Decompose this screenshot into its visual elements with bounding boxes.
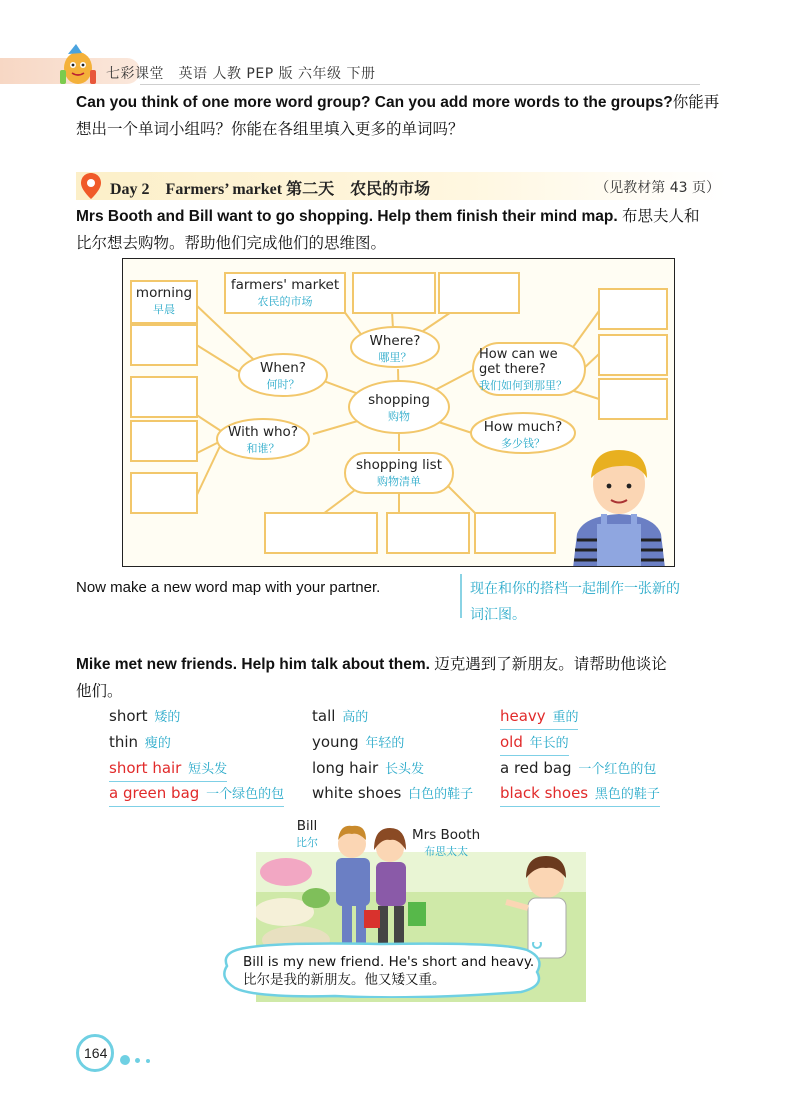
task1-line1-cn: 布思夫人和 — [621, 207, 700, 225]
word-zh: 短头发 — [188, 762, 228, 777]
node-shopping-en: shopping — [368, 392, 430, 408]
partner-instruction-cn — [470, 575, 730, 627]
node-morning — [131, 285, 197, 317]
day-title: Day 2 Farmers’ market 第二天 农民的市场 — [110, 181, 431, 198]
node-morning-zh: 早晨 — [153, 303, 175, 316]
word-item — [500, 732, 569, 756]
bubble-cn: 比尔是我的新朋友。他又矮又重。 — [243, 972, 446, 988]
mrs-booth-label — [412, 827, 480, 859]
word-en: short hair — [109, 759, 182, 777]
bill-label — [296, 818, 318, 850]
mascot-icon — [56, 40, 102, 88]
node-morning-en: morning — [135, 285, 193, 301]
node-with-who-zh: 和谁？ — [246, 442, 280, 455]
node-farmers-market-zh: 农民的市场 — [257, 295, 313, 308]
word-item — [500, 758, 656, 782]
word-en: short — [109, 707, 148, 725]
page-number: 164 — [84, 1045, 108, 1061]
word-item — [109, 758, 227, 782]
speech-bubble-text — [243, 953, 534, 989]
task2-line1-cn: 迈克遇到了新朋友。请帮助他谈论 — [434, 655, 667, 673]
word-item — [500, 706, 578, 730]
node-how-get-there-zh: 我们如何到那里？ — [479, 379, 567, 392]
node-shopping-zh: 购物 — [388, 410, 410, 423]
mind-map — [122, 258, 675, 567]
word-en: tall — [312, 707, 336, 725]
mrs-booth-label-en: Mrs Booth — [412, 827, 481, 843]
word-zh: 年长的 — [529, 736, 569, 751]
word-item — [500, 783, 660, 807]
node-shopping-list — [345, 457, 453, 489]
bill-label-zh: 比尔 — [296, 836, 318, 849]
word-zh: 矮的 — [154, 710, 181, 725]
word-zh: 长头发 — [384, 762, 424, 777]
task2-line1-en: Mike met new friends. Help him talk about them. — [76, 656, 430, 673]
partner-divider — [460, 574, 462, 618]
node-how-much-en: How much? — [483, 419, 563, 435]
word-item — [312, 783, 473, 807]
node-how-much — [473, 419, 573, 451]
node-with-who — [217, 424, 309, 456]
word-zh: 一个绿色的包 — [206, 787, 285, 802]
word-item — [312, 732, 404, 756]
intro-line1-cn: 你能再 — [672, 93, 720, 111]
word-en: old — [500, 733, 523, 751]
task2-line2-cn: 他们。 — [76, 682, 123, 700]
word-en: heavy — [500, 707, 546, 725]
partner-instruction-en: Now make a new word map with your partner. — [76, 579, 381, 596]
node-where-zh: 哪里？ — [378, 351, 412, 364]
intro-line2-cn: 想出一个单词小组吗？你能在各组里填入更多的单词吗？ — [76, 120, 464, 138]
intro-line1-en: Can you think of one more word group? Can you add more words to the groups? — [76, 94, 673, 111]
task2-paragraph — [76, 651, 736, 705]
bill-label-en: Bill — [296, 818, 318, 834]
node-when-en: When? — [260, 360, 306, 376]
node-how-much-zh: 多少钱？ — [501, 437, 545, 450]
word-en: thin — [109, 733, 139, 751]
node-shopping — [349, 392, 449, 424]
word-en: long hair — [312, 759, 379, 777]
decor-dot-large — [120, 1055, 130, 1065]
node-where — [351, 333, 439, 365]
word-en: a green bag — [109, 784, 200, 802]
header-divider — [140, 84, 700, 85]
word-item — [109, 706, 180, 730]
word-en: black shoes — [500, 784, 589, 802]
decor-dot-medium — [135, 1058, 140, 1063]
node-how-get-there-en: How can we get there? — [479, 347, 558, 377]
node-when — [239, 360, 327, 392]
word-item — [312, 758, 424, 782]
node-how-get-there — [475, 347, 587, 393]
word-item — [109, 783, 284, 807]
word-zh: 重的 — [552, 710, 579, 725]
word-zh: 白色的鞋子 — [408, 787, 474, 802]
node-with-who-en: With who? — [228, 424, 298, 440]
location-pin-icon — [80, 172, 102, 200]
node-farmers-market — [225, 277, 345, 309]
book-header: 七彩课堂 英语 人教 PEP 版 六年级 下册 — [106, 66, 376, 82]
bubble-en: Bill is my new friend. He's short and heavy. — [243, 954, 535, 970]
word-en: young — [312, 733, 359, 751]
word-en: a red bag — [500, 759, 572, 777]
intro-paragraph — [76, 89, 736, 143]
word-item — [312, 706, 368, 730]
word-en: white shoes — [312, 784, 402, 802]
word-zh: 年轻的 — [365, 736, 405, 751]
textbook-reference: （见教材第 43 页） — [595, 180, 720, 196]
mrs-booth-label-zh: 布思太太 — [424, 845, 469, 858]
node-when-zh: 何时？ — [266, 378, 300, 391]
task1-line2-cn: 比尔想去购物。帮助他们完成他们的思维图。 — [76, 234, 387, 252]
decor-dot-small — [146, 1059, 150, 1063]
node-shopping-list-zh: 购物清单 — [377, 475, 421, 488]
word-item — [109, 732, 171, 756]
task1-paragraph — [76, 203, 736, 257]
node-farmers-market-en: farmers' market — [230, 277, 340, 293]
partner-cn-line1: 现在和你的搭档一起制作一张新的 — [470, 580, 680, 596]
word-zh: 高的 — [342, 710, 369, 725]
partner-cn-line2: 词汇图。 — [470, 606, 526, 622]
word-zh: 一个红色的包 — [578, 762, 657, 777]
word-zh: 瘦的 — [144, 736, 171, 751]
task1-line1-en: Mrs Booth and Bill want to go shopping. Help them finish their mind map. — [76, 208, 618, 225]
node-where-en: Where? — [369, 333, 421, 349]
word-zh: 黑色的鞋子 — [594, 787, 660, 802]
node-shopping-list-en: shopping list — [356, 457, 442, 473]
boy-illustration — [563, 444, 675, 567]
